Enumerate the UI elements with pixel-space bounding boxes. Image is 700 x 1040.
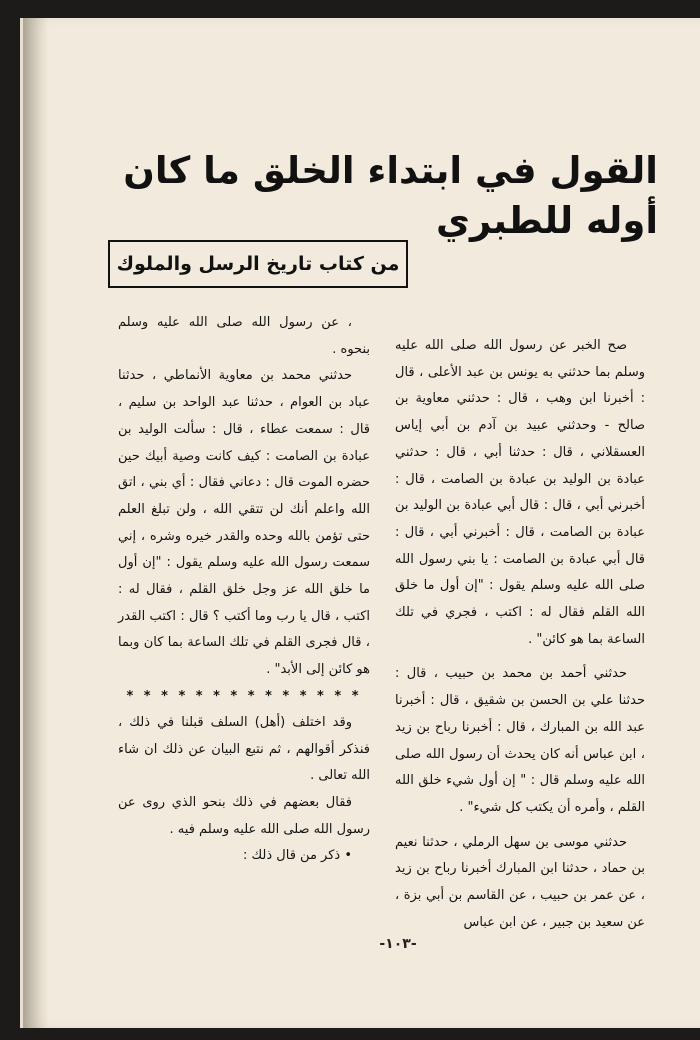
paragraph: حدثني محمد بن معاوية الأنماطي ، حدثنا عباد بن العوام ، حدثنا عبد الواحد بن سليم ، قال : سمعت عطاء ، قال : سألت الوليد بن عبادة بن الصامت : كيف كانت وصية أبيك حين حضره الموت قال : دعاني فقال : أي بني ، اتق الله واعلم أنك لن تتقي الله ، ولن تبلغ العلم حتى تؤمن بالله وحده والقدر خيره وشره ، إني سمعت رسول الله عليه وسلم يقول : "إن أول ما خلق الله عز وجل خلق القلم ، فقال له : اكتب ، قال يا رب وما أكتب ؟ قال : اكتب القدر ، قال فجرى القلم في تلك الساعة بما كان وبما هو كائن إلى الأبد" . <box>118 368 370 678</box>
page-number: -١٠٣- <box>379 936 417 952</box>
right-column <box>395 333 645 936</box>
paragraph: وقد اختلف (أهل) السلف قبلنا في ذلك ، فنذكر أقوالهم ، ثم نتبع البيان عن ذلك ان شاء الله تعالى . <box>118 714 370 784</box>
paragraph: حدثني أحمد بن محمد بن حبيب ، قال : حدثنا علي بن الحسن بن شقيق ، قال : أخبرنا عبد الله بن المبارك ، قال : أخبرنا رباح بن زيد ، ابن عباس أنه كان يحدث أن رسول الله صلى الله عليه وسلم قال : " إن أول شيء خلق الله القلم ، وأمره أن يكتب كل شيء" . <box>395 666 645 815</box>
paragraph: صح الخبر عن رسول الله صلى الله عليه وسلم بما حدثني به يونس بن عبد الأعلى ، قال : أخبرنا ابن وهب ، قال : حدثني معاوية بن صالح - وحدثني عبيد بن آدم بن أبي إياس العسقلاني ، قال : حدثنا أبي ، قال : حدثني عبادة بن الوليد بن عبادة بن الصامت ، قال : أخبرني أبي ، قال : قال أبي عبادة بن الوليد بن عبادة بن الصامت ، قال : أخبرني أبي ، قال : قال أبي عبادة بن الصامت : يا بني رسول الله صلى الله عليه وسلم يقول : "إن أول ما خلق الله القلم فقال له : اكتب ، فجري في تلك الساعة بما هو كائن" . <box>395 338 645 647</box>
page-gutter-shadow <box>23 18 49 1028</box>
paragraph: حدثني موسى بن سهل الرملي ، حدثنا نعيم بن حماد ، حدثنا ابن المبارك أخبرنا رباح بن زيد ، عن عمر بن حبيب ، عن القاسم بن أبي بزة ، عن سعيد بن جبير ، عن ابن عباس <box>395 834 645 930</box>
left-column <box>118 310 370 870</box>
paragraph: فقال بعضهم في ذلك بنحو الذي روى عن رسول الله صلى الله عليه وسلم فيه . <box>118 794 370 837</box>
book-page <box>20 18 700 1028</box>
paragraph: ، عن رسول الله صلى الله عليه وسلم بنحوه . <box>118 315 370 357</box>
subtitle-box: من كتاب تاريخ الرسل والملوك <box>108 240 408 288</box>
paragraph: • ذكر من قال ذلك : <box>242 848 352 864</box>
page-title: القول في ابتداء الخلق ما كان أوله للطبري <box>123 149 658 242</box>
separator-stars: * * * * * * * * * * * * * * <box>126 688 362 704</box>
